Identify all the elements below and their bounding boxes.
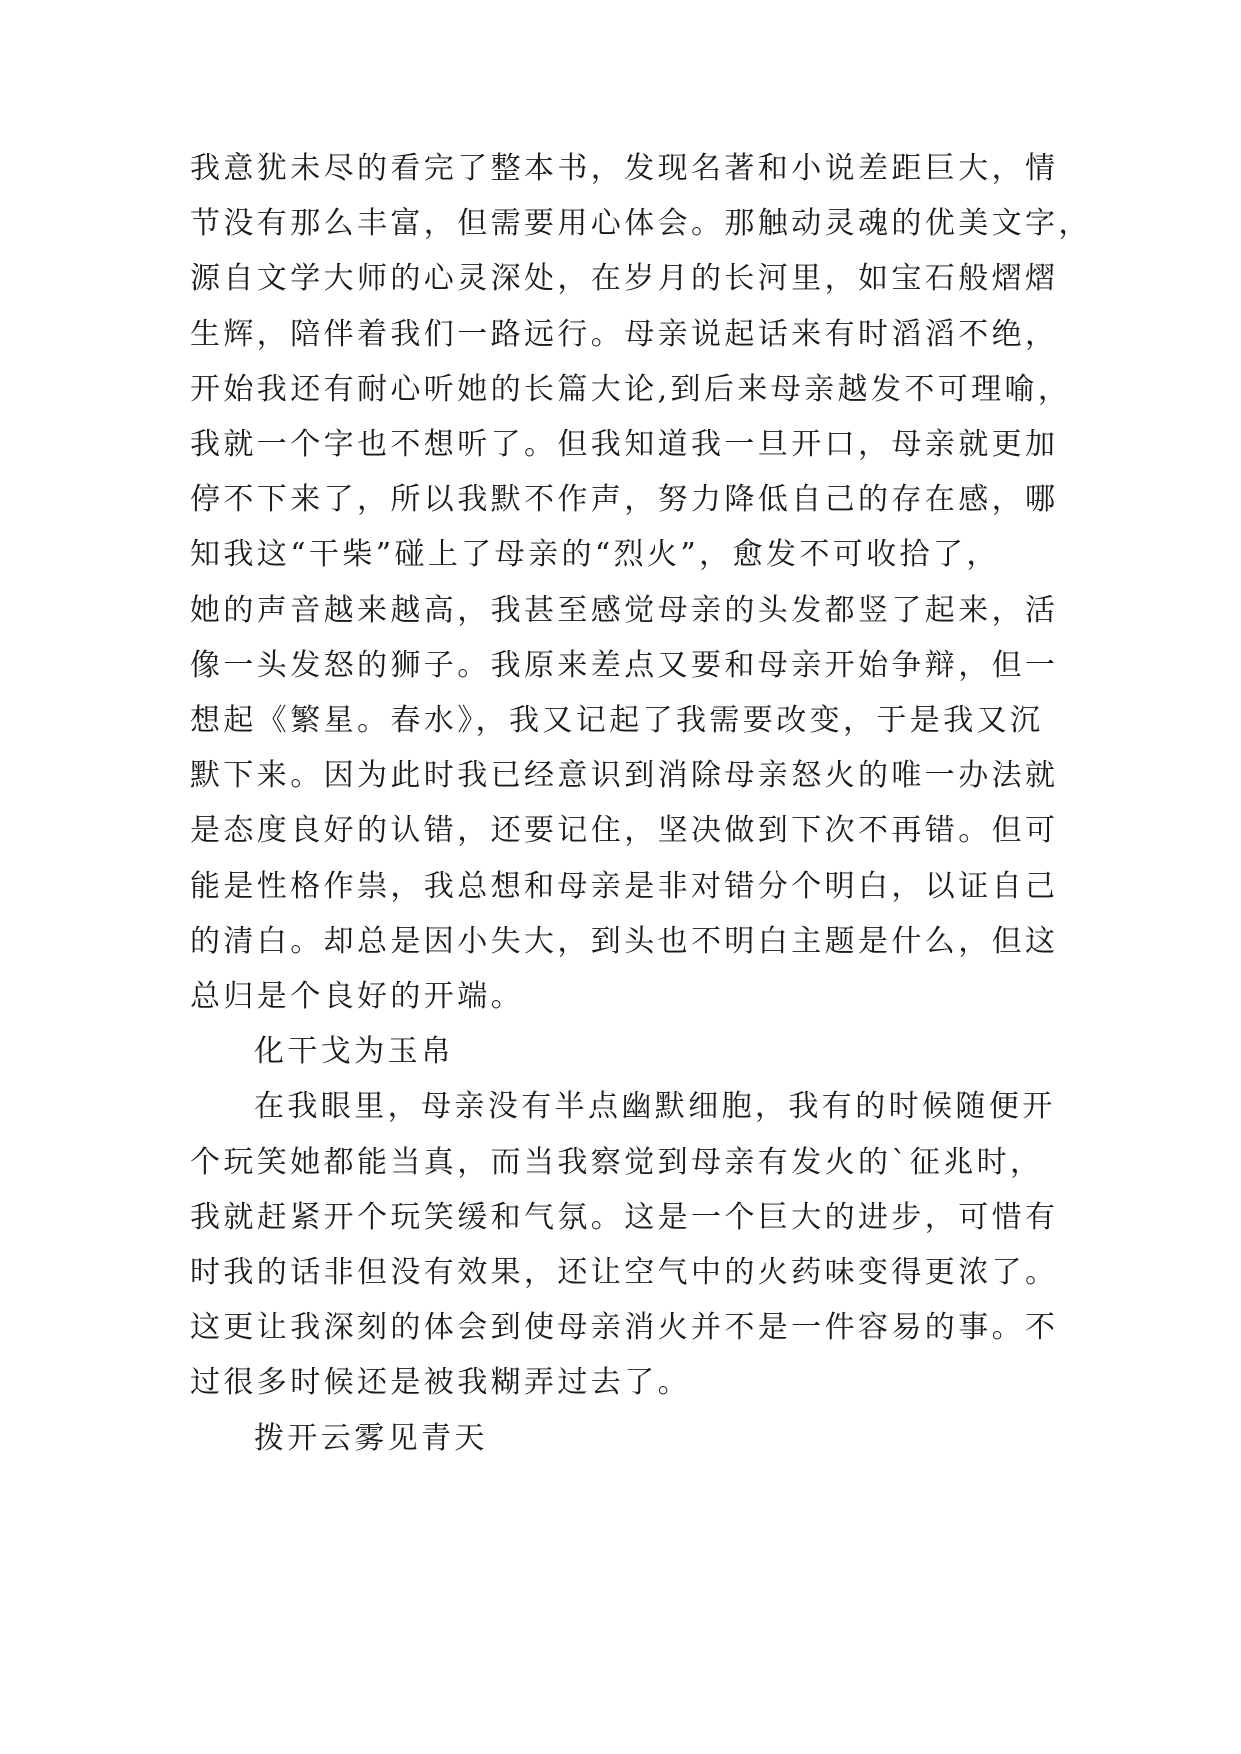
paragraph-line: 知我这“干柴”碰上了母亲的“烈火”，愈发不可收拾了， [190,537,1000,572]
paragraph-line: 个玩笑她都能当真，而当我察觉到母亲有发火的`征兆时， [190,1145,1044,1180]
paragraph-line: 我意犹未尽的看完了整本书，发现名著和小说差距巨大，情 [190,151,1059,186]
paragraph-line: 时我的话非但没有效果，还让空气中的火药味变得更浓了。 [190,1255,1059,1290]
paragraph-line: 我就一个字也不想听了。但我知道我一旦开口，母亲就更加 [190,427,1059,462]
paragraph-line: 停不下来了，所以我默不作声，努力降低自己的存在感，哪 [190,482,1059,517]
paragraph-line: 开始我还有耐心听她的长篇大论,到后来母亲越发不可理喻， [190,372,1072,407]
paragraph-line: 她的声音越来越高，我甚至感觉母亲的头发都竖了起来，活 [190,593,1059,628]
paragraph-line: 生辉，陪伴着我们一路远行。母亲说起话来有时滔滔不绝， [190,317,1059,352]
paragraph-line: 像一头发怒的狮子。我原来差点又要和母亲开始争辩，但一 [190,648,1059,683]
paragraph-line: 能是性格作祟，我总想和母亲是非对错分个明白，以证自己 [190,869,1059,904]
section-heading: 拨开云雾见青天 [254,1421,488,1456]
paragraph-line: 是态度良好的认错，还要记住，坚决做到下次不再错。但可 [190,813,1059,848]
section-heading: 化干戈为玉帛 [254,1034,455,1069]
paragraph-line: 的清白。却总是因小失大，到头也不明白主题是什么，但这 [190,924,1059,959]
paragraph-line: 在我眼里，母亲没有半点幽默细胞，我有的时候随便开 [254,1089,1056,1124]
paragraph-line: 这更让我深刻的体会到使母亲消火并不是一件容易的事。不 [190,1310,1059,1345]
paragraph-line: 过很多时候还是被我糊弄过去了。 [190,1365,691,1400]
paragraph-line: 总归是个良好的开端。 [190,979,524,1014]
paragraph-line: 默下来。因为此时我已经意识到消除母亲怒火的唯一办法就 [190,758,1059,793]
paragraph-line: 节没有那么丰富，但需要用心体会。那触动灵魂的优美文字， [190,206,1092,241]
paragraph-line: 想起《繁星。春水》，我又记起了我需要改变，于是我又沉 [190,703,1044,738]
paragraph-line: 源自文学大师的心灵深处，在岁月的长河里，如宝石般熠熠 [190,261,1059,296]
paragraph-line: 我就赶紧开个玩笑缓和气氛。这是一个巨大的进步，可惜有 [190,1200,1059,1235]
